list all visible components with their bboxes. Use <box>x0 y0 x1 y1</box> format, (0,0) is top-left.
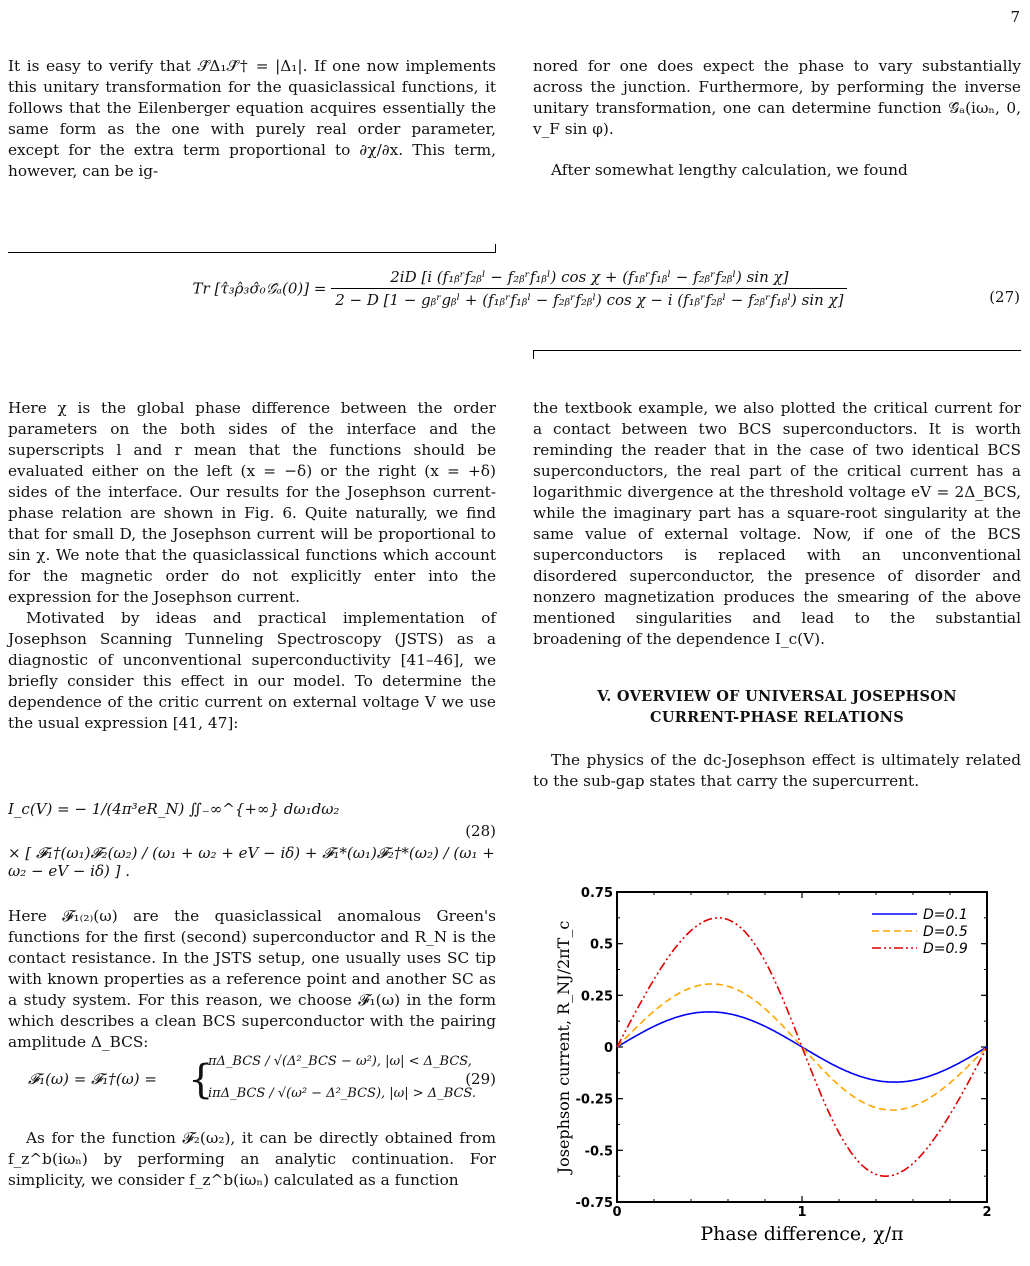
right-top-paragraph-1: nored for one does expect the phase to vary substantially across the junction. Furthermore, by performing the inverse unitary transformation, one can determine function 𝒢̂ₐ(iωₙ, 0, v_F sin φ). <box>533 57 1021 138</box>
left-column-top <box>8 56 496 182</box>
right-column-body <box>533 398 1021 792</box>
y-tick-label: 0 <box>603 1041 613 1056</box>
series-line-1 <box>617 1012 987 1082</box>
page-number: 7 <box>1010 8 1020 26</box>
y-axis-label: Josephson current, R_NJ/2πT_c <box>554 920 573 1174</box>
y-tick-label: -0.25 <box>575 1092 613 1108</box>
josephson-current-chart <box>545 882 1015 1262</box>
equation-27-numerator: 2iD [i (f₁ᵦʳf₂ᵦˡ − f₂ᵦʳf₁ᵦˡ) cos χ + (f₁ᵦʳf₁ᵦˡ − f₂ᵦʳf₂ᵦˡ) sin χ] <box>331 268 847 289</box>
y-tick-label: 0.5 <box>589 937 613 953</box>
y-tick-label: 0.75 <box>580 886 613 901</box>
equation-28 <box>8 800 496 900</box>
right-body-paragraph-2: The physics of the dc-Josephson effect is ultimately related to the sub-gap states that carry the supercurrent. <box>533 751 1021 790</box>
y-tick-label: 0.25 <box>580 989 613 1005</box>
left-column-end-tick <box>495 244 496 253</box>
right-column-top <box>533 56 1021 181</box>
legend-label-1: D=0.1 <box>923 907 968 923</box>
left-column-body-3 <box>8 1128 496 1191</box>
right-column-start-tick <box>533 350 534 359</box>
legend-label-3: D=0.9 <box>923 941 968 957</box>
equation-27-denominator: 2 − D [1 − gᵦʳgᵦˡ + (f₁ᵦʳf₁ᵦˡ − f₂ᵦʳf₂ᵦˡ) cos χ − i (f₁ᵦʳf₂ᵦˡ − f₂ᵦʳf₁ᵦˡ) sin χ] <box>335 291 844 309</box>
right-column-start-rule <box>533 350 1021 351</box>
equation-27-body <box>110 268 930 309</box>
equation-29 <box>8 1048 496 1118</box>
y-tick-label: -0.5 <box>584 1144 613 1160</box>
equation-27-lhs: Tr [τ̂₃ρ̂₃σ̂₀𝒢̂ₐ(0)] = <box>192 279 327 298</box>
left-column-end-rule <box>8 252 496 253</box>
equation-29-lhs: 𝓕₁(ω) = 𝓕₁†(ω) = <box>28 1070 157 1088</box>
x-axis-label: Phase difference, χ/π <box>700 1223 904 1245</box>
left-body-paragraph-1: Here χ is the global phase difference between the order parameters on the both sides of the interface and the superscripts l and r mean that the functions should be evaluated either on the left (x = −δ) or the right (x = +δ) sides of the interface. Our results for the Josephson current-phase relation are shown in Fig. 6. Quite naturally, we find that for small D, the Josephson current will be proportional to sin χ. We note that the quasiclassical functions which account for the magnetic order do not explicitly enter into the expression for the Josephson current. <box>8 399 496 606</box>
x-tick-label: 2 <box>982 1205 992 1220</box>
equation-27-fraction <box>331 268 847 309</box>
section-title <box>533 686 1021 728</box>
x-tick-label: 0 <box>612 1205 622 1220</box>
equation-28-line-1: I_c(V) = − 1/(4π³eR_N) ∬₋∞^{+∞} dω₁dω₂ <box>8 800 340 818</box>
section-title-line-1: V. OVERVIEW OF UNIVERSAL JOSEPHSON <box>597 688 957 705</box>
left-column-body <box>8 398 496 734</box>
y-tick-label: -0.75 <box>575 1196 613 1211</box>
equation-29-case-1: πΔ_BCS / √(Δ²_BCS − ω²), |ω| < Δ_BCS, <box>208 1054 472 1069</box>
left-body-paragraph-2: Motivated by ideas and practical implementation of Josephson Scanning Tunneling Spectroscopy (JSTS) as a diagnostic of unconventional superconductivity [41–46], we briefly consider this effect in our model. To determine the dependence of the critic current on external voltage V we use the usual expression [41, 47]: <box>8 609 496 732</box>
x-tick-label: 1 <box>797 1205 807 1220</box>
equation-27-number: (27) <box>989 288 1020 306</box>
equation-28-number: (28) <box>465 822 496 840</box>
equation-29-number: (29) <box>465 1070 496 1088</box>
section-title-line-2: CURRENT-PHASE RELATIONS <box>649 709 904 726</box>
equation-29-case-2: iπΔ_BCS / √(ω² − Δ²_BCS), |ω| > Δ_BCS. <box>208 1086 477 1101</box>
equation-29-brace: { <box>188 1057 214 1103</box>
left-body-paragraph-4: As for the function 𝓕₂(ω₂), it can be directly obtained from f_z^b(iωₙ) by performing an analytic continuation. For simplicity, we consider f_z^b(iωₙ) calculated as a function <box>8 1129 496 1189</box>
right-top-paragraph-2: After somewhat lengthy calculation, we found <box>551 161 908 179</box>
left-body-paragraph-3: Here 𝓕₁₍₂₎(ω) are the quasiclassical anomalous Green's functions for the first (second) superconductor and R_N is the contact resistance. In the JSTS setup, one usually uses SC tip with known properties as a reference point and another SC as a study system. For this reason, we choose 𝓕₁(ω) in the form which describes a clean BCS superconductor with the pairing amplitude Δ_BCS: <box>8 907 496 1051</box>
equation-28-line-2: × [ 𝓕₁†(ω₁)𝓕₂(ω₂) / (ω₁ + ω₂ + eV − iδ) + 𝓕₁*(ω₁)𝓕₂†*(ω₂) / (ω₁ + ω₂ − eV − iδ) ] . <box>8 844 495 880</box>
legend-label-2: D=0.5 <box>923 924 968 940</box>
left-top-paragraph: It is easy to verify that 𝒮̂Δ₁𝒮̂† = |Δ₁|. If one now implements this unitary transformation for the quasiclassical functions, it follows that the Eilenberger equation acquires essentially the same form as the one with purely real order parameter, except for the extra term proportional to ∂χ/∂x. This term, however, can be ig- <box>8 57 496 180</box>
left-column-body-2 <box>8 906 496 1053</box>
right-body-paragraph-1: the textbook example, we also plotted the critical current for a contact between two BCS superconductors. It is worth reminding the reader that in the case of two identical BCS superconductors, the real part of the critical current has a logarithmic divergence at the threshold voltage eV = 2Δ_BCS, while the imaginary part has a square-root singularity at the same value of external voltage. Now, if one of the BCS superconductors is replaced with an unconventional disordered superconductor, the presence of disorder and nonzero magnetization produces the smearing of the above mentioned singularities and lead to the substantial broadening of the dependence I_c(V). <box>533 399 1021 648</box>
equation-27 <box>0 268 1030 338</box>
